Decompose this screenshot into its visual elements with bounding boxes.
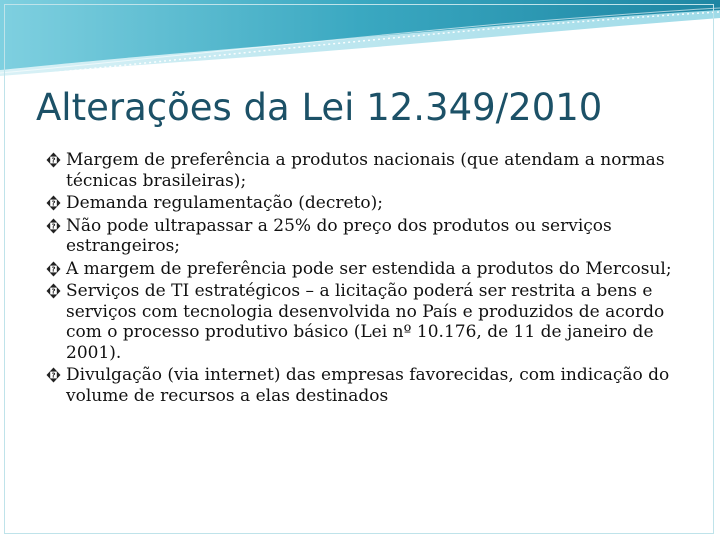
bullet-item	[46, 193, 686, 214]
bullet-item	[46, 365, 686, 406]
bullet-text: Margem de preferência a produtos nacionais (que atendam a normas técnicas brasileiras);	[66, 150, 665, 191]
svg-text:?: ?	[51, 221, 56, 230]
missing-glyph-icon	[46, 195, 61, 211]
bullet-item	[46, 216, 686, 257]
bullet-list	[46, 150, 686, 408]
bullet-item	[46, 281, 686, 363]
bullet-text: Serviços de TI estratégicos – a licitação poderá ser restrita a bens e serviços com tecnologia desenvolvida no País e produzidos de acordo com o processo produtivo básico (Lei nº 10.176, de 11 de janeiro de 2001).	[66, 281, 665, 363]
bullet-text: Divulgação (via internet) das empresas favorecidas, com indicação do volume de recursos a elas destinados	[66, 365, 670, 406]
bullet-item	[46, 150, 686, 191]
missing-glyph-icon	[46, 218, 61, 234]
svg-text:?: ?	[51, 371, 56, 380]
bullet-text: Não pode ultrapassar a 25% do preço dos produtos ou serviços estrangeiros;	[66, 215, 612, 256]
missing-glyph-icon	[46, 261, 61, 277]
missing-glyph-icon	[46, 152, 61, 168]
missing-glyph-icon	[46, 283, 61, 299]
bullet-text: Demanda regulamentação (decreto);	[66, 193, 384, 213]
missing-glyph-icon	[46, 367, 61, 383]
slide-title: Alterações da Lei 12.349/2010	[36, 86, 603, 129]
svg-text:?: ?	[51, 264, 56, 273]
svg-text:?: ?	[51, 199, 56, 208]
svg-text:?: ?	[51, 156, 56, 165]
svg-text:?: ?	[51, 287, 56, 296]
bullet-text: A margem de preferência pode ser estendida a produtos do Mercosul;	[66, 258, 672, 279]
bullet-item	[46, 259, 686, 280]
